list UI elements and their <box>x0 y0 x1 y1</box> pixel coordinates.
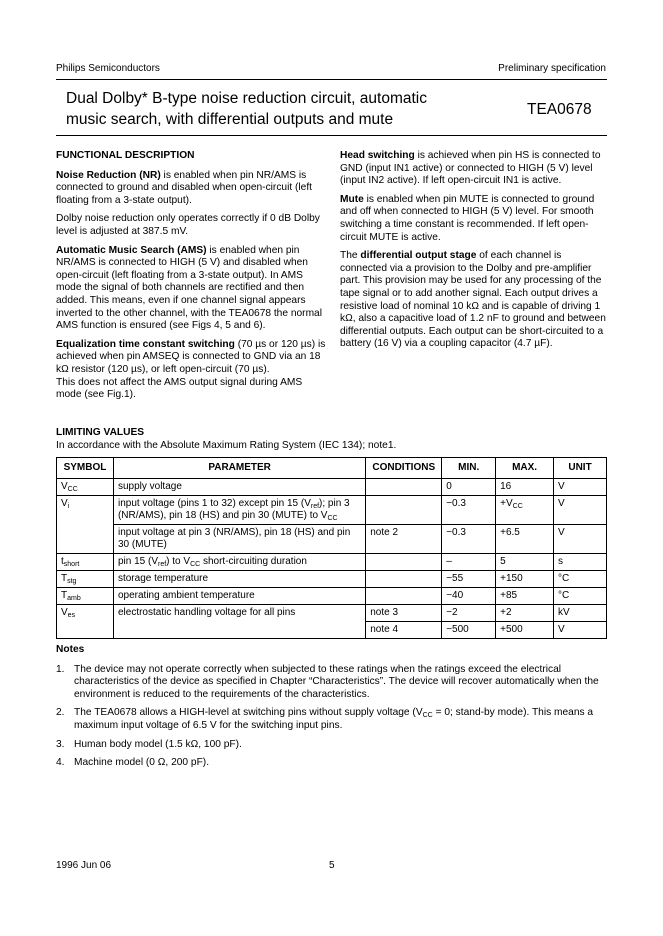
table-row <box>57 554 607 571</box>
parameter-cell: input voltage (pins 1 to 32) except pin 15 $(V_{ref})$; pin 3 (NR/AMS), pin 18 (HS) and pin 30 (MUTE) to $V_{CC}$ <box>113 496 365 525</box>
min-cell: −2 <box>442 605 496 622</box>
diff-text: of each channel is connected via a provision to the Dolby and pre-amplifier part. This provision may be used for any processing of the tape signal or to add another signal. Each output drives a resistive load of nominal 10 kΩ and is capable of driving 1 kΩ, also a capacitive load of 1.2 nF to ground and between differential outputs. Each output can be short-circuited to a battery (16 V) via a coupling capacitor (4.7 µF). <box>340 250 606 350</box>
conditions-cell <box>366 588 442 605</box>
unit-cell: V <box>554 525 607 554</box>
nr-paragraph <box>56 170 326 208</box>
max-cell: 5 <box>496 554 554 571</box>
functional-left-column <box>56 150 326 408</box>
document-title <box>66 88 466 130</box>
notes-heading: Notes <box>56 644 85 655</box>
limiting-values-table <box>56 457 607 639</box>
note-item <box>56 664 607 702</box>
functional-heading: FUNCTIONAL DESCRIPTION <box>56 150 195 161</box>
min-cell: 0 <box>442 479 496 496</box>
header-rule <box>56 79 607 80</box>
parameter-cell: storage temperature <box>113 571 365 588</box>
hs-text: is achieved when pin HS is connected to GND (input IN1 active) or connected to HIGH (5 V) level (input IN2 active). If left open-circuit IN1 is active. <box>340 150 601 187</box>
mute-paragraph <box>340 194 607 244</box>
table-row <box>57 479 607 496</box>
symbol-cell: $V_{CC}$ <box>57 479 114 496</box>
eq-text-2: This does not affect the AMS output signal during AMS mode (see Fig.1). <box>56 376 303 401</box>
note-number: 3. <box>56 738 65 750</box>
symbol-cell: $t_{short}$ <box>57 554 114 571</box>
note-text: The TEA0678 allows a HIGH-level at switching pins without supply voltage ($V_{CC} = 0$; stand-by mode). This means a maximum input voltage of 6.5 V for the switching input pins. <box>74 707 594 731</box>
table-row <box>57 571 607 588</box>
title-line-1: Dual Dolby* B-type noise reduction circuit, automatic <box>66 90 427 107</box>
symbol-cell: $T_{stg}$ <box>57 571 114 588</box>
conditions-cell: note 4 <box>366 622 442 639</box>
page-number: 5 <box>329 860 335 871</box>
min-cell: −500 <box>442 622 496 639</box>
limiting-values-section <box>56 426 607 452</box>
min-cell: −0.3 <box>442 496 496 525</box>
parameter-cell: operating ambient temperature <box>113 588 365 605</box>
notes-section <box>56 644 607 776</box>
ams-text: is enabled when pin NR/AMS is connected to HIGH (5 V) and disabled when open-circuit (left floating from a 3-state output). In AMS mode the signal of both channels are rectified and then added. This means, even if one channel signal appears inverted to the other channel, with the TEA0678 the normal AMS function is ensured (see Figs 4, 5 and 6). <box>56 244 322 332</box>
conditions-cell <box>366 479 442 496</box>
parameter-cell: electrostatic handling voltage for all pins <box>113 605 365 639</box>
eq-paragraph <box>56 339 326 402</box>
diff-pre: The <box>340 250 361 262</box>
part-number: TEA0678 <box>527 101 592 118</box>
min-cell: −55 <box>442 571 496 588</box>
unit-cell: V <box>554 479 607 496</box>
diff-label: differential output stage <box>360 250 477 262</box>
eq-label: Equalization time constant switching <box>56 338 235 350</box>
conditions-cell: note 2 <box>366 525 442 554</box>
diff-paragraph <box>340 250 607 351</box>
col-parameter: PARAMETER <box>113 458 365 479</box>
note-number: 2. <box>56 707 65 719</box>
table-row <box>57 496 607 525</box>
footer-date: 1996 Jun 06 <box>56 860 112 871</box>
ams-paragraph <box>56 245 326 333</box>
note-item <box>56 739 607 752</box>
mute-label: Mute <box>340 193 364 205</box>
note-item <box>56 757 607 770</box>
functional-right-column <box>340 150 607 357</box>
col-min: MIN. <box>442 458 496 479</box>
table-row <box>57 588 607 605</box>
nr-paragraph-2: Dolby noise reduction only operates correctly if 0 dB Dolby level is adjusted at 387.5 mV. <box>56 213 320 237</box>
note-number: 1. <box>56 663 65 675</box>
company-name: Philips Semiconductors <box>56 63 160 74</box>
min-cell: −0.3 <box>442 525 496 554</box>
parameter-cell: pin 15 $(V_{ref})$ to $V_{CC}$ short-circuiting duration <box>113 554 365 571</box>
nr-label: Noise Reduction (NR) <box>56 169 161 181</box>
symbol-cell: $T_{amb}$ <box>57 588 114 605</box>
note-item <box>56 707 607 732</box>
mute-text: is enabled when pin MUTE is connected to ground and off when connected to HIGH (5 V) level. For smooth switching a time constant is recommended. If left open-circuit MUTE is active. <box>340 193 595 243</box>
note-text: Human body model (1.5 kΩ, 100 pF). <box>74 738 242 750</box>
max-cell: 16 <box>496 479 554 496</box>
unit-cell: V <box>554 622 607 639</box>
min-cell: – <box>442 554 496 571</box>
conditions-cell <box>366 571 442 588</box>
title-rule <box>56 135 607 136</box>
col-max: MAX. <box>496 458 554 479</box>
nr-text: is enabled when pin NR/AMS is connected to ground and disabled when open-circuit (left floating from a 3-state output). <box>56 169 312 206</box>
unit-cell: °C <box>554 588 607 605</box>
unit-cell: kV <box>554 605 607 622</box>
max-cell: +85 <box>496 588 554 605</box>
max-cell: +150 <box>496 571 554 588</box>
unit-cell: °C <box>554 571 607 588</box>
title-line-2: music search, with differential outputs and mute <box>66 111 394 128</box>
table-row <box>57 525 607 554</box>
conditions-cell <box>366 554 442 571</box>
min-cell: −40 <box>442 588 496 605</box>
table-header-row <box>57 458 607 479</box>
note-number: 4. <box>56 757 65 769</box>
spec-type: Preliminary specification <box>498 63 606 74</box>
note-text: The device may not operate correctly when subjected to these ratings when the ratings exceed the electrical characteristics of the device as specified in Chapter “Characteristics”. The device will recover automatically when the environment is reduced to the requirements of the characteristics. <box>74 663 599 700</box>
col-symbol: SYMBOL <box>57 458 114 479</box>
conditions-cell <box>366 496 442 525</box>
parameter-cell: supply voltage <box>113 479 365 496</box>
limiting-heading: LIMITING VALUES <box>56 427 145 438</box>
max-cell: +6.5 <box>496 525 554 554</box>
unit-cell: s <box>554 554 607 571</box>
limiting-intro: In accordance with the Absolute Maximum Rating System (IEC 134); note1. <box>56 440 397 451</box>
max-cell: $+V_{CC}$ <box>496 496 554 525</box>
max-cell: +500 <box>496 622 554 639</box>
symbol-cell: $V_{es}$ <box>57 605 114 639</box>
symbol-cell: $V_i$ <box>57 496 114 554</box>
note-text: Machine model (0 Ω, 200 pF). <box>74 757 210 769</box>
parameter-cell: input voltage at pin 3 (NR/AMS), pin 18 (HS) and pin 30 (MUTE) <box>113 525 365 554</box>
hs-paragraph <box>340 150 607 188</box>
eq-text: (70 µs or 120 µs) is achieved when pin AMSEQ is connected to GND via an 18 kΩ resistor (120 µs), or left open-circuit (70 µs). <box>56 338 326 375</box>
col-unit: UNIT <box>554 458 607 479</box>
col-conditions: CONDITIONS <box>366 458 442 479</box>
conditions-cell: note 3 <box>366 605 442 622</box>
ams-label: Automatic Music Search (AMS) <box>56 244 207 256</box>
table-row <box>57 605 607 622</box>
max-cell: +2 <box>496 605 554 622</box>
hs-label: Head switching <box>340 150 415 161</box>
unit-cell: V <box>554 496 607 525</box>
